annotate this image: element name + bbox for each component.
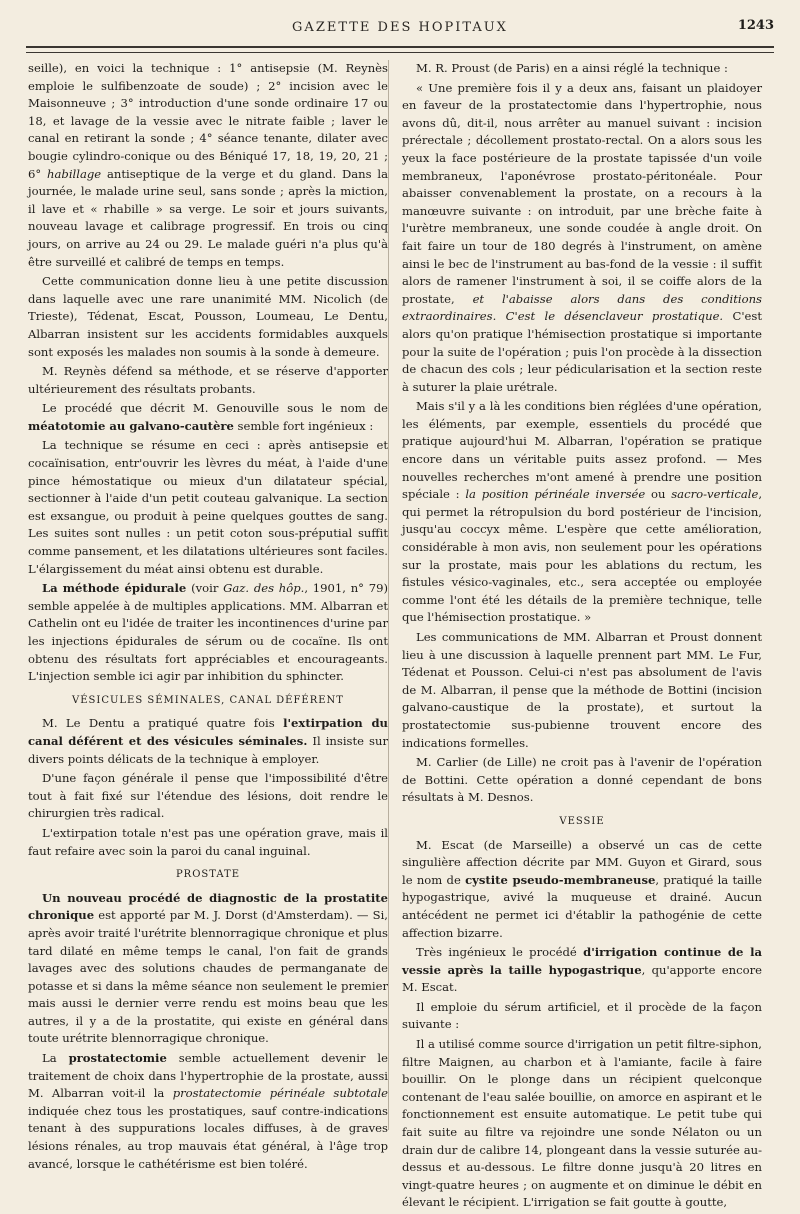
text: (voir [191,581,219,596]
paragraph [28,890,388,1048]
italic-text: habillage [47,166,102,181]
left-column [28,60,388,1175]
paragraph: Il emploie du sérum artificiel, et il procède de la façon suivante : [402,999,762,1032]
paragraph [28,400,388,435]
text: Très ingénieux le procédé [416,945,577,960]
italic-text: la position périnéale inversée [465,487,646,502]
paragraph [28,60,388,271]
paragraph: Cette communication donne lieu à une petite discussion dans laquelle avec une rare unanimité MM. Nicolich (de Trieste), Tédenat, Escat, Pousson, Loumeau, Le Dentu, Albarran insistent sur les accidents formidables auxquels sont exposés les malades non soumis à la sonde à demeure. [28,274,388,359]
bold-text: méatotomie au galvano-cautère [28,418,234,433]
paragraph: D'une façon générale il pense que l'impossibilité d'être tout à fait fixé sur l'étendue des lésions, doit rendre le chirurgien très radical. [28,771,388,821]
text: M. Le Dentu a pratiqué quatre fois [42,716,275,731]
paragraph: Les communications de MM. Albarran et Proust donnent lieu à une discussion à laquelle prennent part MM. Le Fur, Tédenat et Pousson. Celui-ci n'est pas absolument de l'avis de M. Albarran, il pense que la méthode de Bottini (incision galvano-caustique de la prostate), et surtout la prostatectomie sus-pubienne trouvent encore des indications formelles. [402,630,762,750]
paragraph: La technique se résume en ceci : après antisepsie et cocaïnisation, entr'ouvrir les lèvres du méat, à l'aide d'une pince hémostatique ou mieux d'un dilatateur spécial, sectionner à l'aide d'un petit couteau galvanique. La section est exsangue, ou produit à peine quelques gouttes de sang. Les suites sont nulles : un petit coton sous-préputial suffit comme pansement, et les dilatations ultérieures sont faciles. L'élargissement du méat ainsi obtenu est durable. [28,438,388,576]
bold-text: l'extirpation du canal déférent et des vésicules séminales. [28,716,388,748]
text: est apporté par M. J. Dorst (d'Amsterdam). — Si, après avoir traité l'urétrite blennorragique chronique et plus tard dilaté en même temps le canal, l'on fait de grands lavages avec des solutions chaudes de permanganate de potasse et si dans la même séance non seulement le premier mais aussi le dernier verre rendu est moins beau que les autres, il y a de la prostatite, qui existe en général dans toute urétrite blennorragique chronique. [28,908,388,1046]
text: semble fort ingénieux : [237,418,374,433]
section-heading: VÉSICULES SÉMINALES, CANAL DÉFÉRENT [72,694,344,706]
bold-text: La méthode épidurale [42,581,187,596]
text: Il insiste sur divers points délicats de la technique à employer. [28,733,388,766]
journal-title: GAZETTE DES HOPITAUX [292,20,508,35]
paragraph: M. Reynès défend sa méthode, et se réserve d'apporter ultérieurement des résultats probants. [28,364,388,396]
paragraph [402,398,762,627]
text: « Une première fois il y a deux ans, faisant un plaidoyer en faveur de la prostatectomie dans l'hypertrophie, nous avons dû, dit-il, nous arrêter au manuel suivant : incision prérectale ; décollement prostato-rectal. On a alors sous les yeux la face postérieure de la prostate tapissée d'un voile membraneux, l'aponévrose prostato-péritonéale. Pour abaisser convenablement la prostate, on a recours à la manœuvre suivante : on introduit, par une brèche faite à l'urètre membraneux, une sonde coudée à angle droit. On fait faire un tour de 180 degrés à l'instrument, on amène ainsi le bec de l'instrument au bas-fond de la vessie : il suffit alors de ramener l'instrument à soi, il se coiffe alors de la prostate, [402,80,762,306]
text: C'est alors qu'on pratique l'hémisection prostatique si importante pour la suite de l'opération ; puis l'on procède à la dissection de chacun des cols ; leur pédicularisation et la section reste à suturer la plaie urétrale. [402,309,762,394]
paragraph [402,944,762,997]
italic-text: sacro-verticale [671,487,759,502]
paragraph [28,715,388,768]
paragraph [402,837,762,943]
text: ou [651,487,666,502]
text: , qui permet la rétropulsion du bord postérieur de l'incision, jusqu'au coccyx même. L'espère que cette amélioration, considérable à mon avis, non seulement pour les opérations sur la prostate, mais pour les ablations du rectum, les fistules vésico-vaginales, etc., sera acceptée ou employée comme l'ont été les détails de la première technique, telle que l'hémisection prostatique. » [402,487,763,625]
italic-text: Gaz. des hôp. [223,581,305,596]
paragraph [28,580,388,686]
bold-text: d'irrigation continue de la vessie après la taille hypogastrique [402,945,762,977]
paragraph: L'extirpation totale n'est pas une opération grave, mais il faut refaire avec soin la paroi du canal inguinal. [28,825,388,858]
italic-text: et l'abaisse alors dans des conditions extraordinaires. C'est le désenclaveur prostatique. [402,291,763,324]
paragraph [28,1050,388,1173]
text: , pratiqué la taille hypogastrique, avivé la muqueuse et drainé. Aucun antécédent ne permet ici d'établir la pathogénie de cette affection bizarre. [402,872,762,940]
bold-text: cystite pseudo-membraneuse [465,872,656,887]
italic-text: prostatectomie périnéale subtotale [172,1086,389,1101]
text: Mais s'il y a là les conditions bien réglées d'une opération, les éléments, par exemple, essentiels du procédé que pratique aujourd'hui M. Albarran, l'opération se pratique encore dans un véritable puits assez profond. — Mes nouvelles recherches m'ont amené à prendre une position spéciale : [402,399,762,502]
column-divider [388,60,389,1130]
paragraph: M. R. Proust (de Paris) en a ainsi réglé la technique : [416,61,728,75]
paragraph: M. Carlier (de Lille) ne croit pas à l'avenir de l'opération de Bottini. Cette opération a donné cependant de bons résultats à M. Desnos. [402,755,762,805]
right-column [402,60,762,1214]
text: M. Escat (de Marseille) a observé un cas de cette singulière affection décrite par MM. Guyon et Girard, sous le nom de [402,837,762,887]
section-heading: PROSTATE [175,869,241,881]
header-rule-thin [26,52,774,53]
page-header [26,14,774,44]
text: , 1901, n° 79) semble appelée à de multiples applications. MM. Albarran et Cathelin ont eu l'idée de traiter les incontinences d'urine par les injections épidurales de sérum ou de cocaïne. Ils ont obtenu des résultats fort appréciables et encourageants. L'injection semble ici agir par inhibition du sphincter. [28,581,388,684]
text: antiseptique de la verge et du gland. Dans la journée, le malade urine seul, sans sonde ; après la miction, il lave et « rhabille » sa verge. Le soir et jours suivants, nouveau lavage et calibrage progressif. En trois ou cinq jours, on arrive au 24 ou 29. Le malade guéri n'a plus qu'à être surveillé et calibré de temps en temps. [28,166,389,269]
section-heading: VESSIE [559,815,605,827]
text: indiquée chez tous les prostatiques, sauf contre-indications tenant à des suppurations locales diffuses, à de graves lésions rénales, au trop mauvais état général, à l'âge trop avancé, lorsque le cathétérisme est bien toléré. [28,1103,388,1171]
text: La [42,1051,57,1066]
text: seille), en voici la technique : 1° antisepsie (M. Reynès emploie le sulfibenzoate de soude) ; 2° incision avec le Maisonneuve ; 3° introduction d'une sonde ordinaire 17 ou 18, et lavage de la vessie avec le nitrate faible ; laver le canal en retirant la sonde ; 4° séance tenante, dilater avec bougie cylindro-conique ou des Béniqué 17, 18, 19, 20, 21 ; 6° [28,61,388,181]
text: , qu'apporte encore M. Escat. [402,962,763,995]
text: Le procédé que décrit M. Genouville sous le nom de [42,401,388,416]
paragraph: Il a utilisé comme source d'irrigation un petit filtre-siphon, filtre Maignen, au charbon et à l'amiante, facile à faire bouillir. On le plonge dans un récipient quelconque contenant de l'eau salée bouillie, on amorce en aspirant et le fonctionnement est ensuite automatique. Le petit tube qui fait suite au filtre va rejoindre une sonde Nélaton ou un drain dur de calibre 14, plongeant dans la vessie suturée au-dessus et au-dessous. Le filtre donne jusqu'à 20 litres en vingt-quatre heures ; on augmente et on diminue le débit en élevant le récipient. L'irrigation se fait goutte à goutte, [402,1037,762,1210]
header-rule-thick [26,46,774,48]
paragraph [402,80,762,397]
page-number: 1243 [737,18,774,33]
text: semble actuellement devenir le traitement de choix dans l'hypertrophie de la prostate, aussi M. Albarran voit-il la [28,1051,389,1101]
bold-text: Un nouveau procédé de diagnostic de la prostatite chronique [28,890,388,923]
bold-text: prostatectomie [68,1051,167,1066]
